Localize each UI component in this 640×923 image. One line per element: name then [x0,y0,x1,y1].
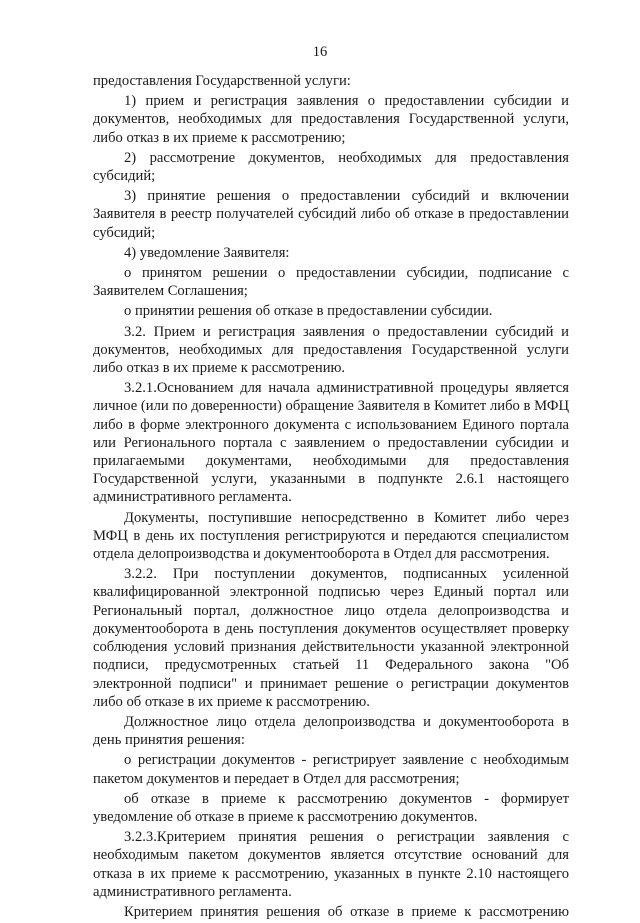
paragraph: об отказе в приеме к рассмотрению документов - формирует уведомление об отказе в приеме к рассмотрению документов. [93,790,569,825]
paragraph: о регистрации документов - регистрирует заявление с необходимым пакетом документов и передает в Отдел для рассмотрения; [93,752,569,787]
paragraph: 3.2. Прием и регистрация заявления о предоставлении субсидий и документов, необходимых для предоставления Государственной услуги либо отказ в их приеме к рассмотрению. [93,323,569,377]
paragraph: 3.2.3.Критерием принятия решения о регистрации заявления с необходимым пакетом документов является отсутствие оснований для отказа в их приеме к рассмотрению, указанных в пункте 2.10 настоящего административного регламента. [93,829,569,900]
body-text [93,72,569,923]
page-number: 16 [312,44,328,60]
paragraph: о принятом решении о предоставлении субсидии, подписание с Заявителем Соглашения; [93,265,569,300]
paragraph: 1) прием и регистрация заявления о предоставлении субсидии и документов, необходимых для предоставления Государственной услуги, либо отказ в их приеме к рассмотрению; [93,93,569,146]
paragraph: 2) рассмотрение документов, необходимых для предоставления субсидий; [93,149,569,185]
paragraph: 3) принятие решения о предоставлении субсидий и включении Заявителя в реестр получателей субсидий либо об отказе в предоставлении субсидий; [93,188,569,241]
paragraph: 3.2.1.Основанием для начала административной процедуры является личное (или по доверенности) обращение Заявителя в Комитет либо в МФЦ либо в форме электронного документа с использованием Единого портала или Регионального портала с заявлением о предоставлении субсидии и прилагаемыми документами, необходимыми для предоставления Государственной услуги, указанными в подпункте 2.6.1 настоящего административного регламента. [93,380,569,506]
paragraph: 3.2.2. При поступлении документов, подписанных усиленной квалифицированной электронной подписью через Единый портал или Региональный портал, должностное лицо отдела делопроизводства и документооборота в день поступления документов осуществляет проверку соблюдения условий признания действительности указанной электронной подписи, предусмотренных статьей 11 Федерального закона "Об электронной подписи" и принимает решение о регистрации документов либо об отказе в их приеме к рассмотрению. [93,566,569,710]
paragraph: о принятии решения об отказе в предоставлении субсидии. [124,303,493,320]
paragraph: 4) уведомление Заявителя: [124,244,290,261]
paragraph: Критерием принятия решения об отказе в приеме к рассмотрению [124,903,569,920]
paragraph: Документы, поступившие непосредственно в Комитет либо через МФЦ в день их поступления регистрируются и передаются специалистом отдела делопроизводства и документооборота в Отдел для рассмотрения. [93,509,569,563]
paragraph: Должностное лицо отдела делопроизводства и документооборота в день принятия решения: [93,713,569,749]
paragraph: предоставления Государственной услуги: [93,73,351,89]
